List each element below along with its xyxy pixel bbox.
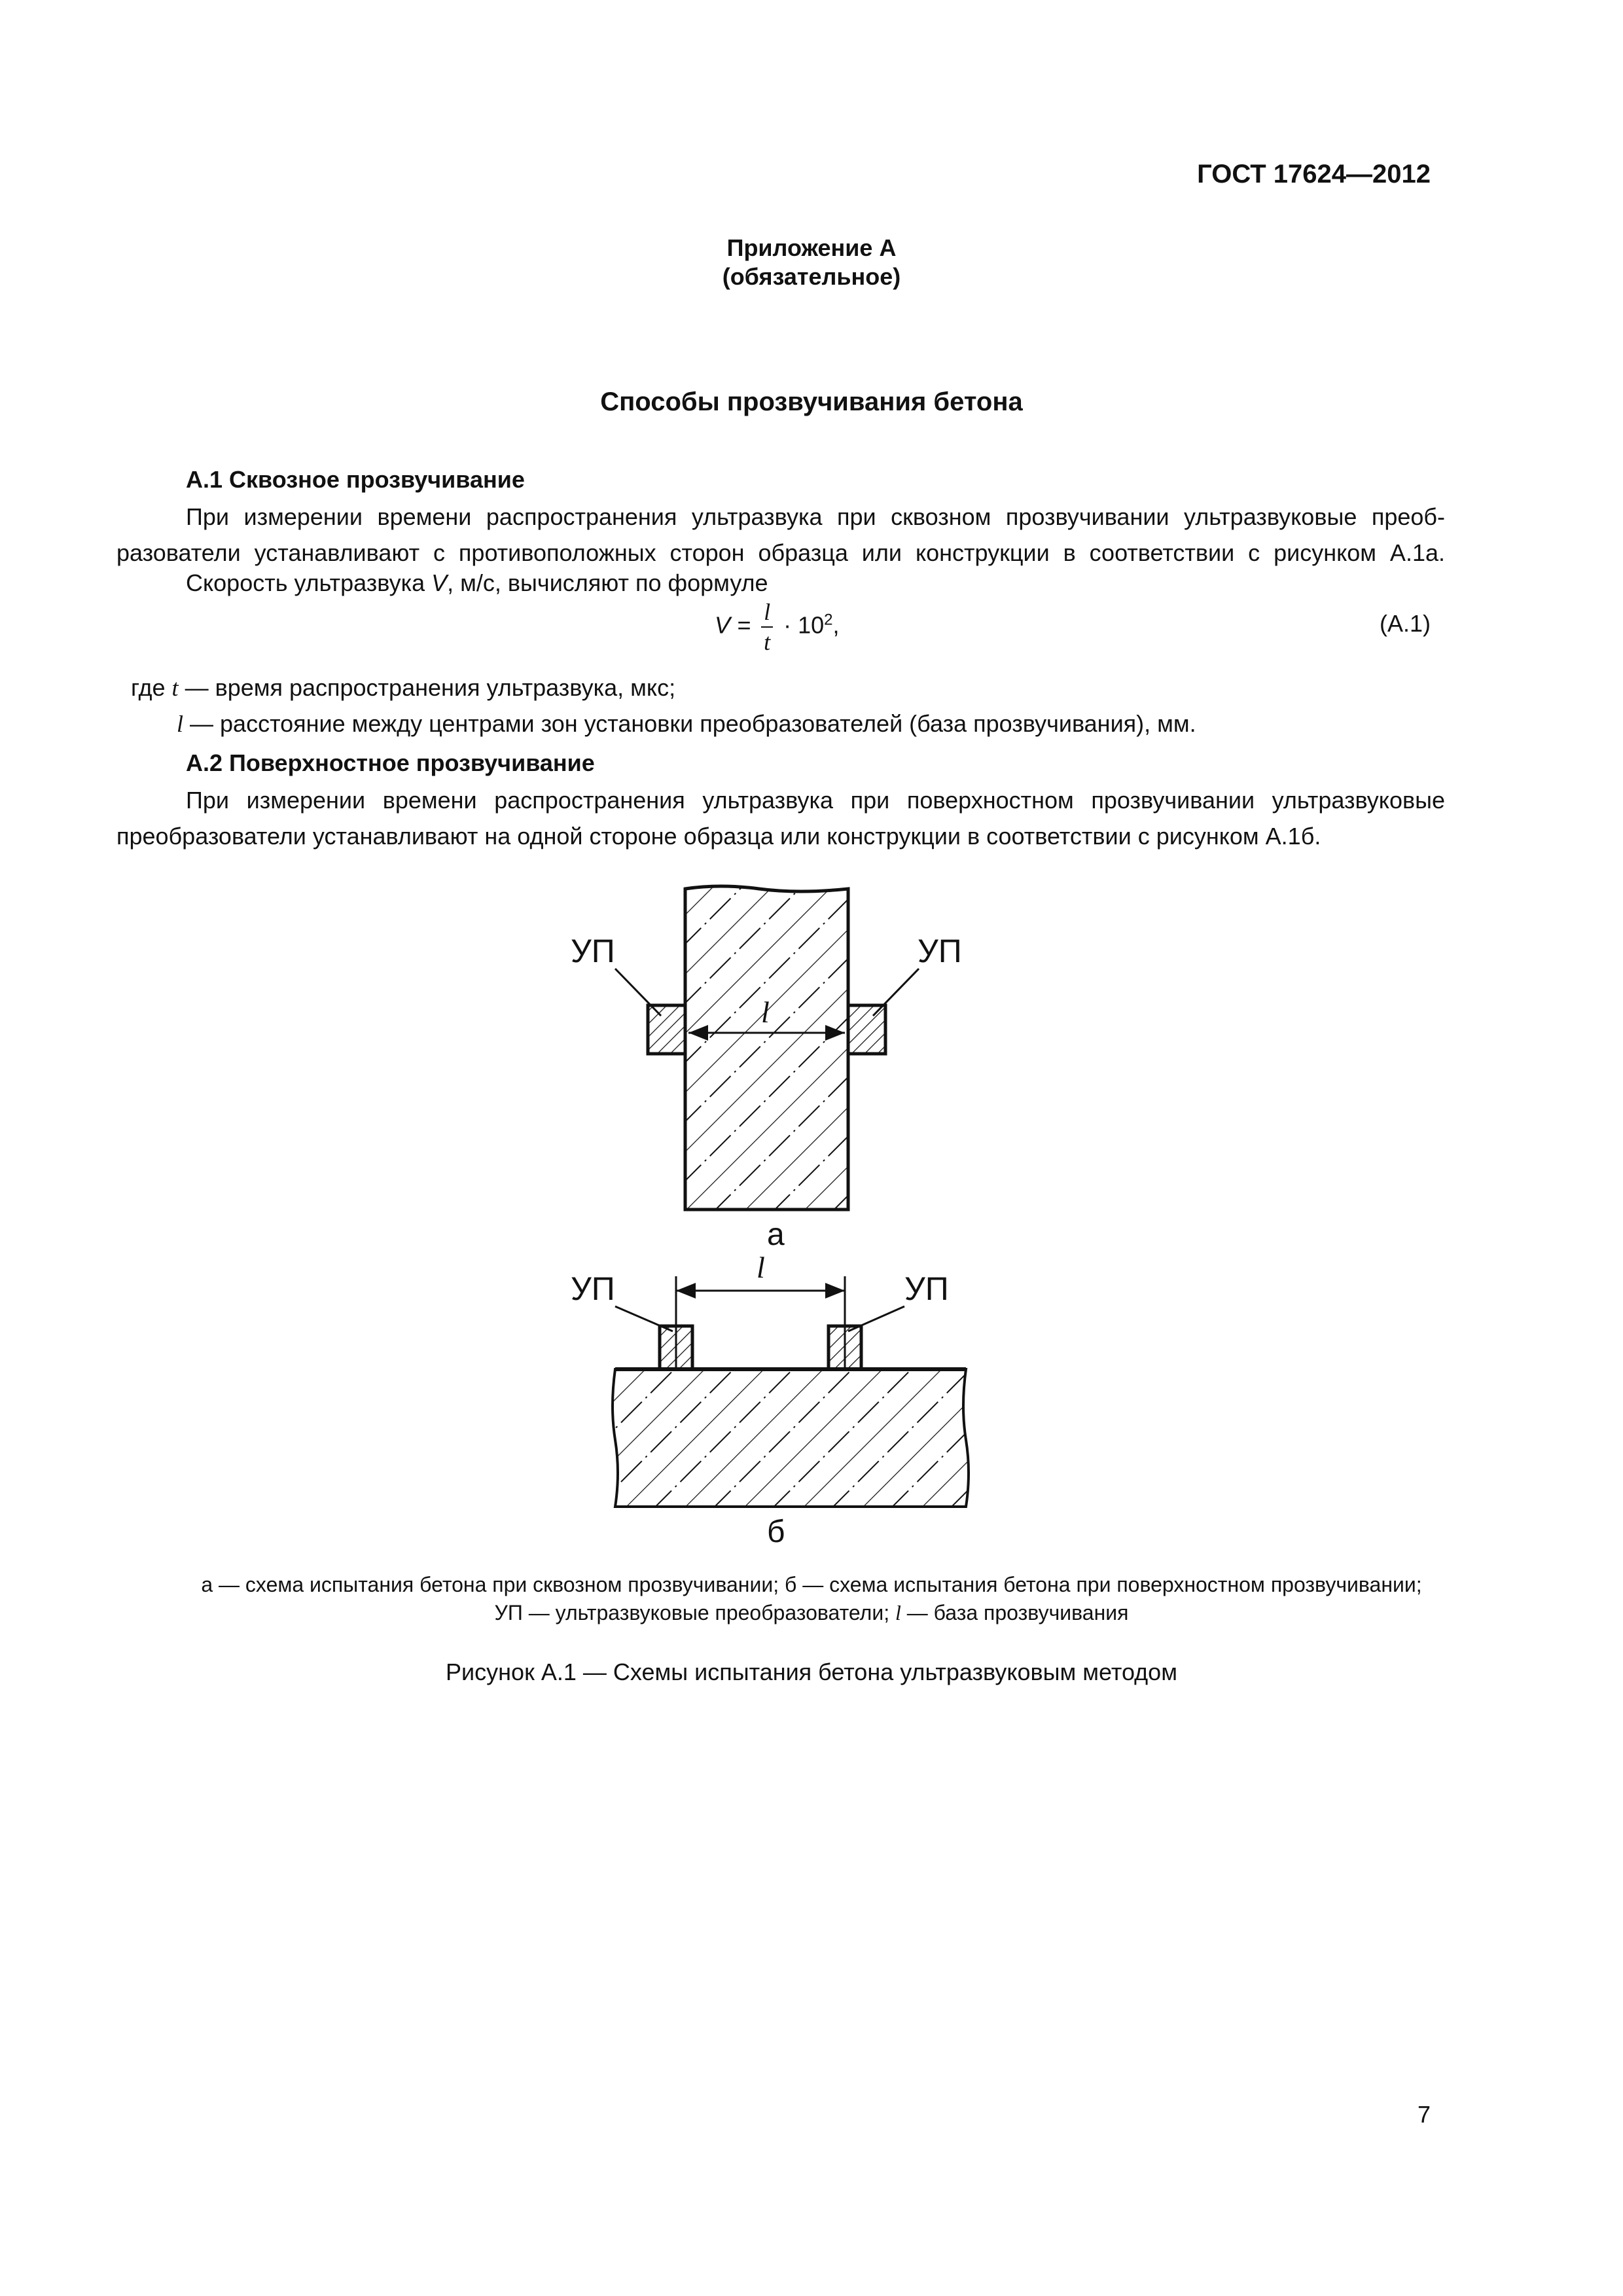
a2-line-2: преобразователи устанавливают на одной стороне образца или конструкции в соответствии с рисунком А.1б. (116, 823, 1321, 850)
formula-lhs: V = (715, 611, 751, 639)
where-t-text: — время распространения ультразвука, мкс; (178, 674, 676, 701)
appendix-status: (обязательное) (722, 263, 901, 290)
where-t-var: t (171, 675, 179, 701)
speed-var: V (431, 569, 448, 596)
formula-exponent: 2 (824, 611, 833, 629)
legend-up: УП — ультразвуковые преобразователи; (494, 1601, 895, 1624)
label-base-a: l (761, 996, 770, 1029)
figure-caption: Рисунок А.1 — Схемы испытания бетона ультразвуковым методом (446, 1659, 1177, 1685)
where-l-text: — расстояние между центрами зон установки преобразователей (база прозвучивания), мм. (183, 710, 1196, 737)
specimen-b (613, 1369, 969, 1507)
a1-heading: А.1 Сквозное прозвучивание (186, 466, 525, 493)
leader-left-a (615, 969, 661, 1016)
legend-l-var: l (895, 1601, 901, 1624)
diagram-b (571, 1251, 969, 1549)
leader-right-b (848, 1306, 904, 1331)
leader-left-b (615, 1306, 673, 1331)
speed-pre: Скорость ультразвука (186, 569, 432, 596)
section-title: Способы прозвучивания бетона (600, 387, 1023, 416)
diagram-a (571, 886, 962, 1252)
label-up-right-a: УП (918, 933, 962, 969)
a2-heading: А.2 Поверхностное прозвучивание (186, 749, 595, 776)
transducer-right-a (848, 1005, 885, 1054)
legend-base: — база прозвучивания (901, 1601, 1129, 1624)
label-up-left-b: УП (571, 1270, 615, 1307)
a1-line-1: При измерении времени распространения ультразвука при сквозном прозвучивании ультразвуковые преоб- (186, 503, 1445, 530)
label-sub-a: а (767, 1217, 785, 1252)
formula-rhs: · 10 (783, 611, 825, 639)
where-l-var: l (177, 711, 184, 737)
page-number: 7 (1417, 2101, 1431, 2128)
label-up-right-b: УП (904, 1270, 949, 1307)
formula-numerator: l (761, 598, 773, 628)
label-up-left-a: УП (571, 933, 615, 969)
leader-right-a (873, 969, 919, 1016)
label-sub-b: б (767, 1515, 785, 1549)
formula-denominator: t (764, 629, 771, 655)
formula-tail: , (832, 611, 840, 639)
speed-post: , м/с, вычисляют по формуле (447, 569, 768, 596)
label-base-b: l (757, 1251, 765, 1284)
figure-legend-line-2 (0, 1601, 1623, 1625)
appendix-title: Приложение А (726, 234, 897, 261)
specimen-a (685, 886, 848, 1210)
transducer-left-a (648, 1005, 685, 1054)
standard-number: ГОСТ 17624—2012 (1197, 160, 1431, 188)
a1-line-2: разователи устанавливают с противоположных сторон образца или конструкции в соответствии с рисунком А.1а. (116, 539, 1445, 566)
figure-legend-line-1: а — схема испытания бетона при сквозном прозвучивании; б — схема испытания бетона при поверхностном прозвучивании; (201, 1573, 1422, 1596)
a2-line-1: При измерении времени распространения ультразвука при поверхностном прозвучивании ультразвуковые (186, 787, 1445, 814)
formula-number: (А.1) (1379, 610, 1431, 637)
where-prefix: где (131, 674, 172, 701)
